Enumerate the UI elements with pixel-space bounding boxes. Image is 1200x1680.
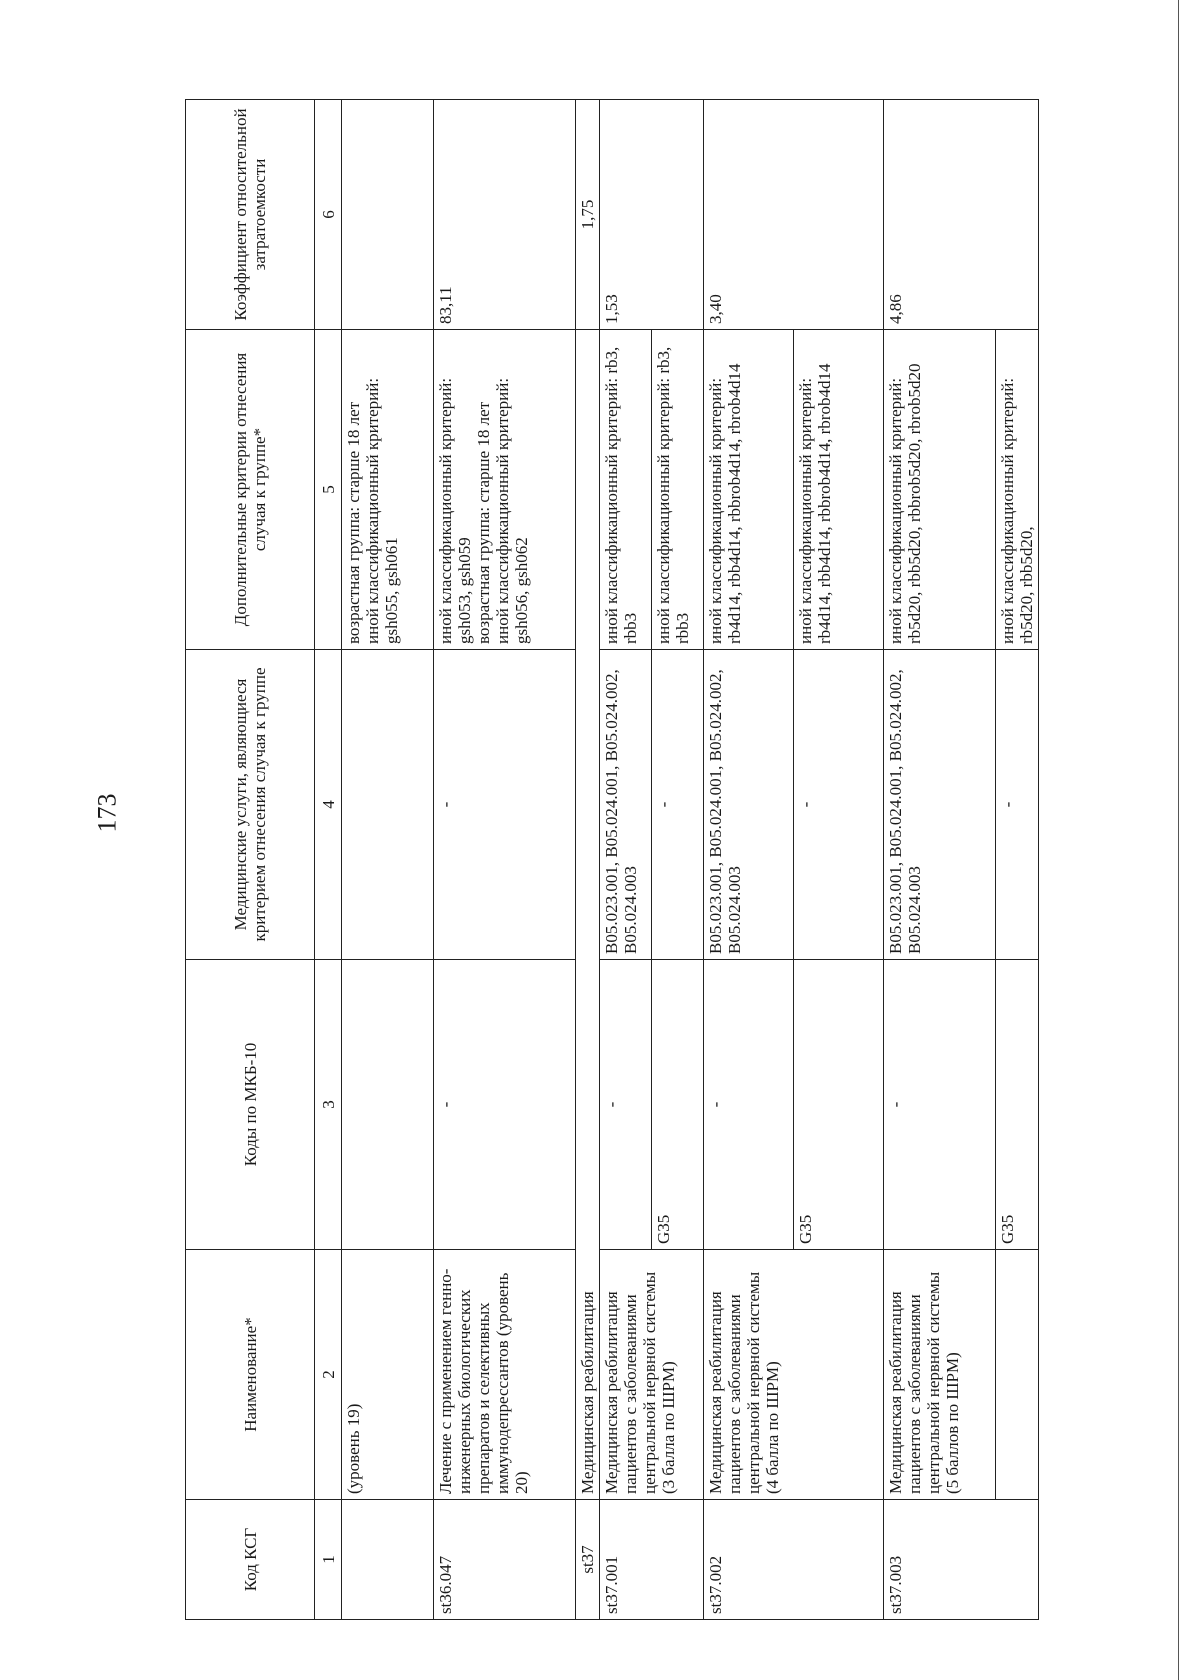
code-cell: st36.047 [434,1500,576,1620]
header-code: Код КСГ [186,1500,315,1620]
services-cell: - [434,650,576,960]
header-mkb: Коды по МКБ-10 [186,960,315,1250]
extra-criteria-cell: иной классификационный критерий: rb3, rbb3 [652,330,704,650]
table-row [704,100,794,1620]
mkb-cell: G35 [996,960,1039,1250]
code-cell [342,1500,434,1620]
col-number: 1 [315,1500,342,1620]
col-number: 4 [315,650,342,960]
name-cell: Лечение с применением генно-инженерных биологических препаратов и селективных иммунодепрессантов (уровень 20) [434,1250,576,1500]
coef-cell: 83,11 [434,100,576,330]
coef-cell: 3,40 [704,100,884,330]
mkb-cell: G35 [652,960,704,1250]
mkb-cell: - [600,960,652,1250]
page-number: 173 [92,793,122,833]
extra-criteria-cell: иной классификационный критерий: rb3, rbb3 [600,330,652,650]
header-name: Наименование* [186,1250,315,1500]
services-cell: - [794,650,884,960]
page-edge-line [1178,0,1179,1680]
code-cell: st37.001 [600,1500,704,1620]
name-cell: Медицинская реабилитация пациентов с заболеваниями центральной нервной системы (3 балла по ШРМ) [600,1250,704,1500]
col-number: 3 [315,960,342,1250]
name-cell: Медицинская реабилитация пациентов с заболеваниями центральной нервной системы (4 балла по ШРМ) [704,1250,884,1500]
code-cell: st37 [576,1500,600,1620]
coef-cell: 1,75 [576,100,600,330]
table-row [434,100,576,1620]
code-cell: st37.003 [884,1500,1039,1620]
services-cell: B05.023.001, B05.024.001, B05.024.002, B05.024.003 [704,650,794,960]
services-cell: B05.023.001, B05.024.001, B05.024.002, B05.024.003 [600,650,652,960]
column-numbers-row [315,100,342,1620]
name-cell: (уровень 19) [342,1250,434,1500]
table-row [342,100,434,1620]
services-cell: B05.023.001, B05.024.001, B05.024.002, B05.024.003 [884,650,996,960]
col-number: 5 [315,330,342,650]
mkb-cell [342,960,434,1250]
services-cell: - [652,650,704,960]
services-cell [342,650,434,960]
extra-criteria-cell: иной классификационный критерий: rb4d14, rbb4d14, rbbrob4d14, rbrob4d14 [704,330,794,650]
header-services: Медицинские услуги, являющиеся критерием отнесения случая к группе [186,650,315,960]
name-cell: Медицинская реабилитация пациентов с заболеваниями центральной нервной системы (5 баллов по ШРМ) [884,1250,996,1500]
table-row [884,100,996,1620]
coef-cell: 4,86 [884,100,1039,330]
services-cell: - [996,650,1039,960]
header-row [186,100,315,1620]
mkb-cell: - [704,960,794,1250]
extra-criteria-cell: иной классификационный критерий: rb5d20, rbb5d20, rbbrob5d20, rbrob5d20 [884,330,996,650]
col-number: 6 [315,100,342,330]
mkb-cell: - [884,960,996,1250]
code-cell: st37.002 [704,1500,884,1620]
table-row [576,100,600,1620]
mkb-cell: - [434,960,576,1250]
rotated-table-wrapper [185,100,1085,1620]
coef-cell: 1,53 [600,100,704,330]
header-coef: Коэффициент относительной затратоемкости [186,100,315,330]
extra-criteria-cell: иной классификационный критерий: rb4d14, rbb4d14, rbbrob4d14, rbrob4d14 [794,330,884,650]
extra-criteria-cell: иной классификационный критерий: gsh053, gsh059 возрастная группа: старше 18 лет иной классификационный критерий: gsh056, gsh062 [434,330,576,650]
col-number: 2 [315,1250,342,1500]
extra-criteria-cell: возрастная группа: старше 18 лет иной классификационный критерий: gsh055, gsh061 [342,330,434,650]
mkb-cell: G35 [794,960,884,1250]
header-extra: Дополнительные критерии отнесения случая к группе* [186,330,315,650]
name-cell-continued [996,1250,1039,1500]
name-cell: Медицинская реабилитация [576,330,600,1500]
extra-criteria-cell: иной классификационный критерий: rb5d20, rbb5d20, [996,330,1039,650]
table-row [600,100,652,1620]
ksg-table [185,99,1039,1620]
coef-cell [342,100,434,330]
